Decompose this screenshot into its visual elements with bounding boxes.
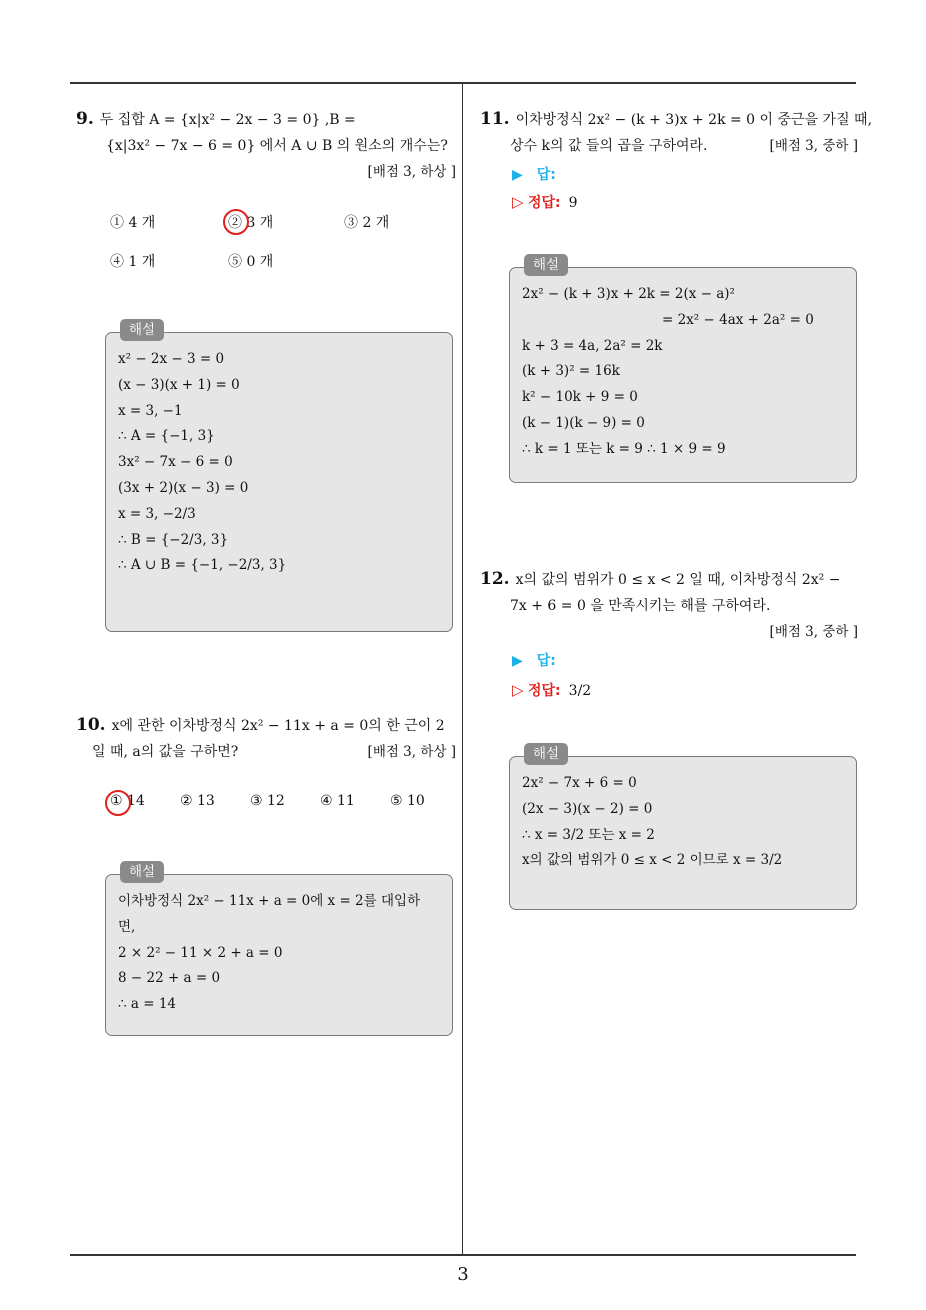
choice-9-5[interactable]: ⑤ 0 개 — [228, 254, 274, 270]
question-9 — [76, 106, 456, 185]
question-10-line2: 일 때, a의 값을 구하면? [배점 3, 하상 ] — [76, 739, 456, 765]
question-10-number: 10. — [76, 715, 106, 735]
solution-tab-9: 해설 — [120, 319, 164, 341]
answer-label: 답: — [536, 653, 556, 669]
solution-tab-10: 해설 — [120, 861, 164, 883]
answer-arrow-icon: ▶ — [512, 653, 523, 669]
correct-answer-value: 3/2 — [568, 683, 592, 699]
correct-answer-row-11 — [512, 192, 578, 212]
question-11 — [480, 106, 873, 159]
correct-marker-icon: ▷ — [512, 193, 524, 211]
bottom-rule — [70, 1254, 856, 1256]
page-number: 3 — [457, 1264, 469, 1285]
question-11-score: [배점 3, 중하 ] — [769, 138, 858, 154]
selected-answer-circle — [223, 209, 249, 235]
question-12-score: [배점 3, 중하 ] — [769, 624, 858, 640]
question-10 — [76, 712, 456, 765]
solution-box-9: 해설 x² − 2x − 3 = 0 (x − 3)(x + 1) = 0 x = 3, −1 ∴ A = {−1, 3} 3x² − 7x − 6 = 0 (3x + 2)(x − 3) = 0 x = 3, −2/3 ∴ B = {−2/3, 3} ∴ A ∪ B = {−1, −2/3, 3} — [105, 332, 453, 632]
question-12-line2: 7x + 6 = 0 을 만족시키는 해를 구하여라. — [510, 598, 771, 614]
question-9-line1: 9. 두 집합 A = {x|x² − 2x − 3 = 0} ,B = — [76, 109, 356, 129]
question-12-number: 12. — [480, 569, 510, 589]
question-12 — [480, 566, 858, 645]
choice-9-4[interactable]: ④ 1 개 — [110, 254, 156, 270]
solution-tab-12: 해설 — [524, 743, 568, 765]
correct-answer-row-12 — [512, 680, 591, 700]
choice-10-5[interactable]: ⑤ 10 — [390, 793, 425, 809]
choice-10-2[interactable]: ② 13 — [180, 793, 215, 809]
choice-9-2[interactable]: ② 3 개 — [228, 212, 273, 232]
answer-row-12 — [512, 650, 556, 670]
correct-answer-label: 정답: — [528, 683, 561, 699]
column-divider — [462, 84, 463, 1256]
selected-answer-circle — [105, 790, 131, 816]
correct-answer-value: 9 — [568, 195, 578, 211]
question-11-line1: 11. 이차방정식 2x² − (k + 3)x + 2k = 0 이 중근을 가질 때, — [480, 109, 873, 129]
solution-box-10: 해설 이차방정식 2x² − 11x + a = 0에 x = 2를 대입하 면, 2 × 2² − 11 × 2 + a = 0 8 − 22 + a = 0 ∴ a = 14 — [105, 874, 453, 1036]
choice-9-3[interactable]: ③ 2 개 — [344, 215, 390, 231]
choice-10-1[interactable]: ① 14 — [110, 793, 145, 809]
solution-box-11: 해설 2x² − (k + 3)x + 2k = 2(x − a)² = 2x² − 4ax + 2a² = 0 k + 3 = 4a, 2a² = 2k (k + 3)² = 16k k² − 10k + 9 = 0 (k − 1)(k − 9) = 0 ∴ k = 1 또는 k = 9 ∴ 1 × 9 = 9 — [509, 267, 857, 483]
question-10-line1: 10. x에 관한 이차방정식 2x² − 11x + a = 0의 한 근이 2 — [76, 715, 445, 735]
choice-9-1[interactable]: ① 4 개 — [110, 215, 156, 231]
question-11-number: 11. — [480, 109, 510, 129]
question-9-score: [배점 3, 하상 ] — [367, 164, 456, 180]
answer-arrow-icon: ▶ — [512, 167, 523, 183]
answer-label: 답: — [536, 167, 556, 183]
solution-box-12: 해설 2x² − 7x + 6 = 0 (2x − 3)(x − 2) = 0 ∴ x = 3/2 또는 x = 2 x의 값의 범위가 0 ≤ x < 2 이므로 x = 3/2 — [509, 756, 857, 910]
question-9-number: 9. — [76, 109, 94, 129]
correct-answer-label: 정답: — [528, 195, 561, 211]
solution-tab-11: 해설 — [524, 254, 568, 276]
question-10-score: [배점 3, 하상 ] — [367, 744, 456, 760]
question-9-line2: {x|3x² − 7x − 6 = 0} 에서 A ∪ B 의 원소의 개수는? — [106, 138, 448, 154]
correct-marker-icon: ▷ — [512, 681, 524, 699]
question-12-line1: 12. x의 값의 범위가 0 ≤ x < 2 일 때, 이차방정식 2x² − — [480, 569, 841, 589]
choice-10-4[interactable]: ④ 11 — [320, 793, 355, 809]
choice-10-3[interactable]: ③ 12 — [250, 793, 285, 809]
answer-row-11 — [512, 164, 556, 184]
top-rule — [70, 82, 856, 84]
question-11-line2: 상수 k의 값 들의 곱을 구하여라. [배점 3, 중하 ] — [480, 133, 858, 159]
